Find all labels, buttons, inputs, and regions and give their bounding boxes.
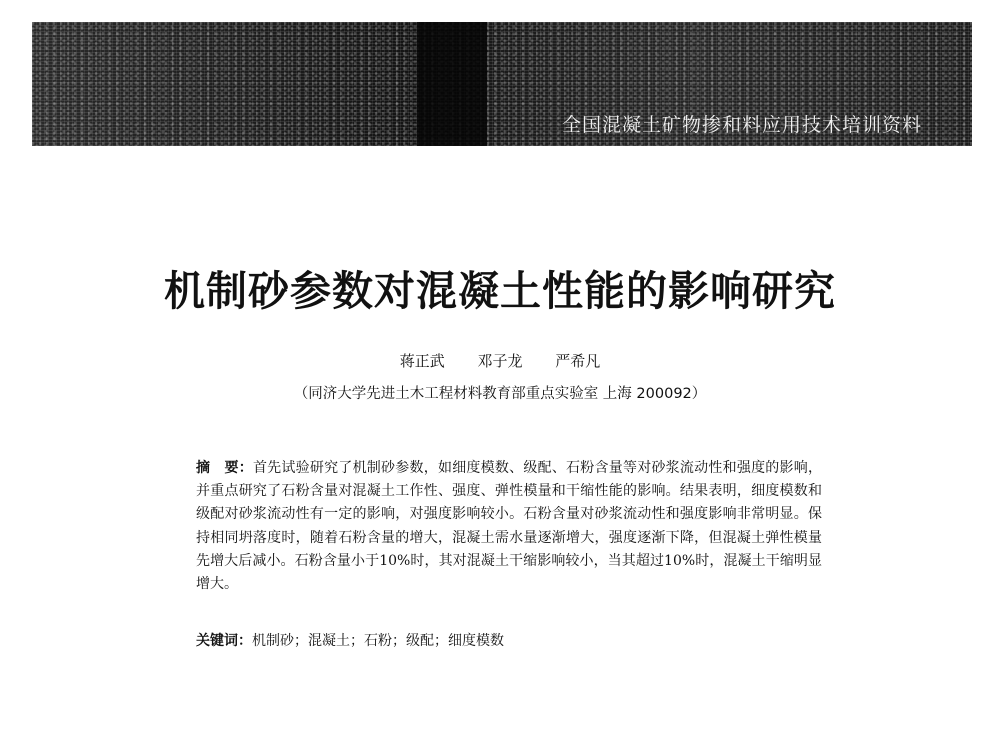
abstract-label: 摘 要： <box>196 460 253 476</box>
author-2: 邓子龙 <box>477 352 523 370</box>
keywords-label: 关键词： <box>196 633 252 649</box>
header-banner <box>32 22 972 146</box>
banner-title: 全国混凝土矿物掺和料应用技术培训资料 <box>561 114 922 136</box>
affiliation: （同济大学先进土木工程材料教育部重点实验室 上海 200092） <box>293 386 707 402</box>
author-list <box>0 350 1000 371</box>
banner-decoration <box>417 22 487 146</box>
abstract <box>196 457 822 596</box>
author-1: 蒋正武 <box>399 352 445 370</box>
author-3: 严希凡 <box>555 352 601 370</box>
abstract-text: 首先试验研究了机制砂参数，如细度模数、级配、石粉含量等对砂浆流动性和强度的影响，并重点研究了石粉含量对混凝土工作性、强度、弹性模量和干缩性能的影响。结果表明，细度模数和级配对砂浆流动性有一定的影响，对强度影响较小。石粉含量对砂浆流动性和强度影响非常明显。保持相同坍落度时，随着石粉含量的增大，混凝土需水量逐渐增大，强度逐渐下降，但混凝土弹性模量先增大后减小。石粉含量小于10%时，其对混凝土干缩影响较小，当其超过10%时，混凝土干缩明显增大。 <box>196 460 823 593</box>
keywords <box>196 630 822 650</box>
keywords-text: 机制砂；混凝土；石粉；级配；细度模数 <box>252 633 504 649</box>
paper-title: 机制砂参数对混凝土性能的影响研究 <box>164 267 836 315</box>
